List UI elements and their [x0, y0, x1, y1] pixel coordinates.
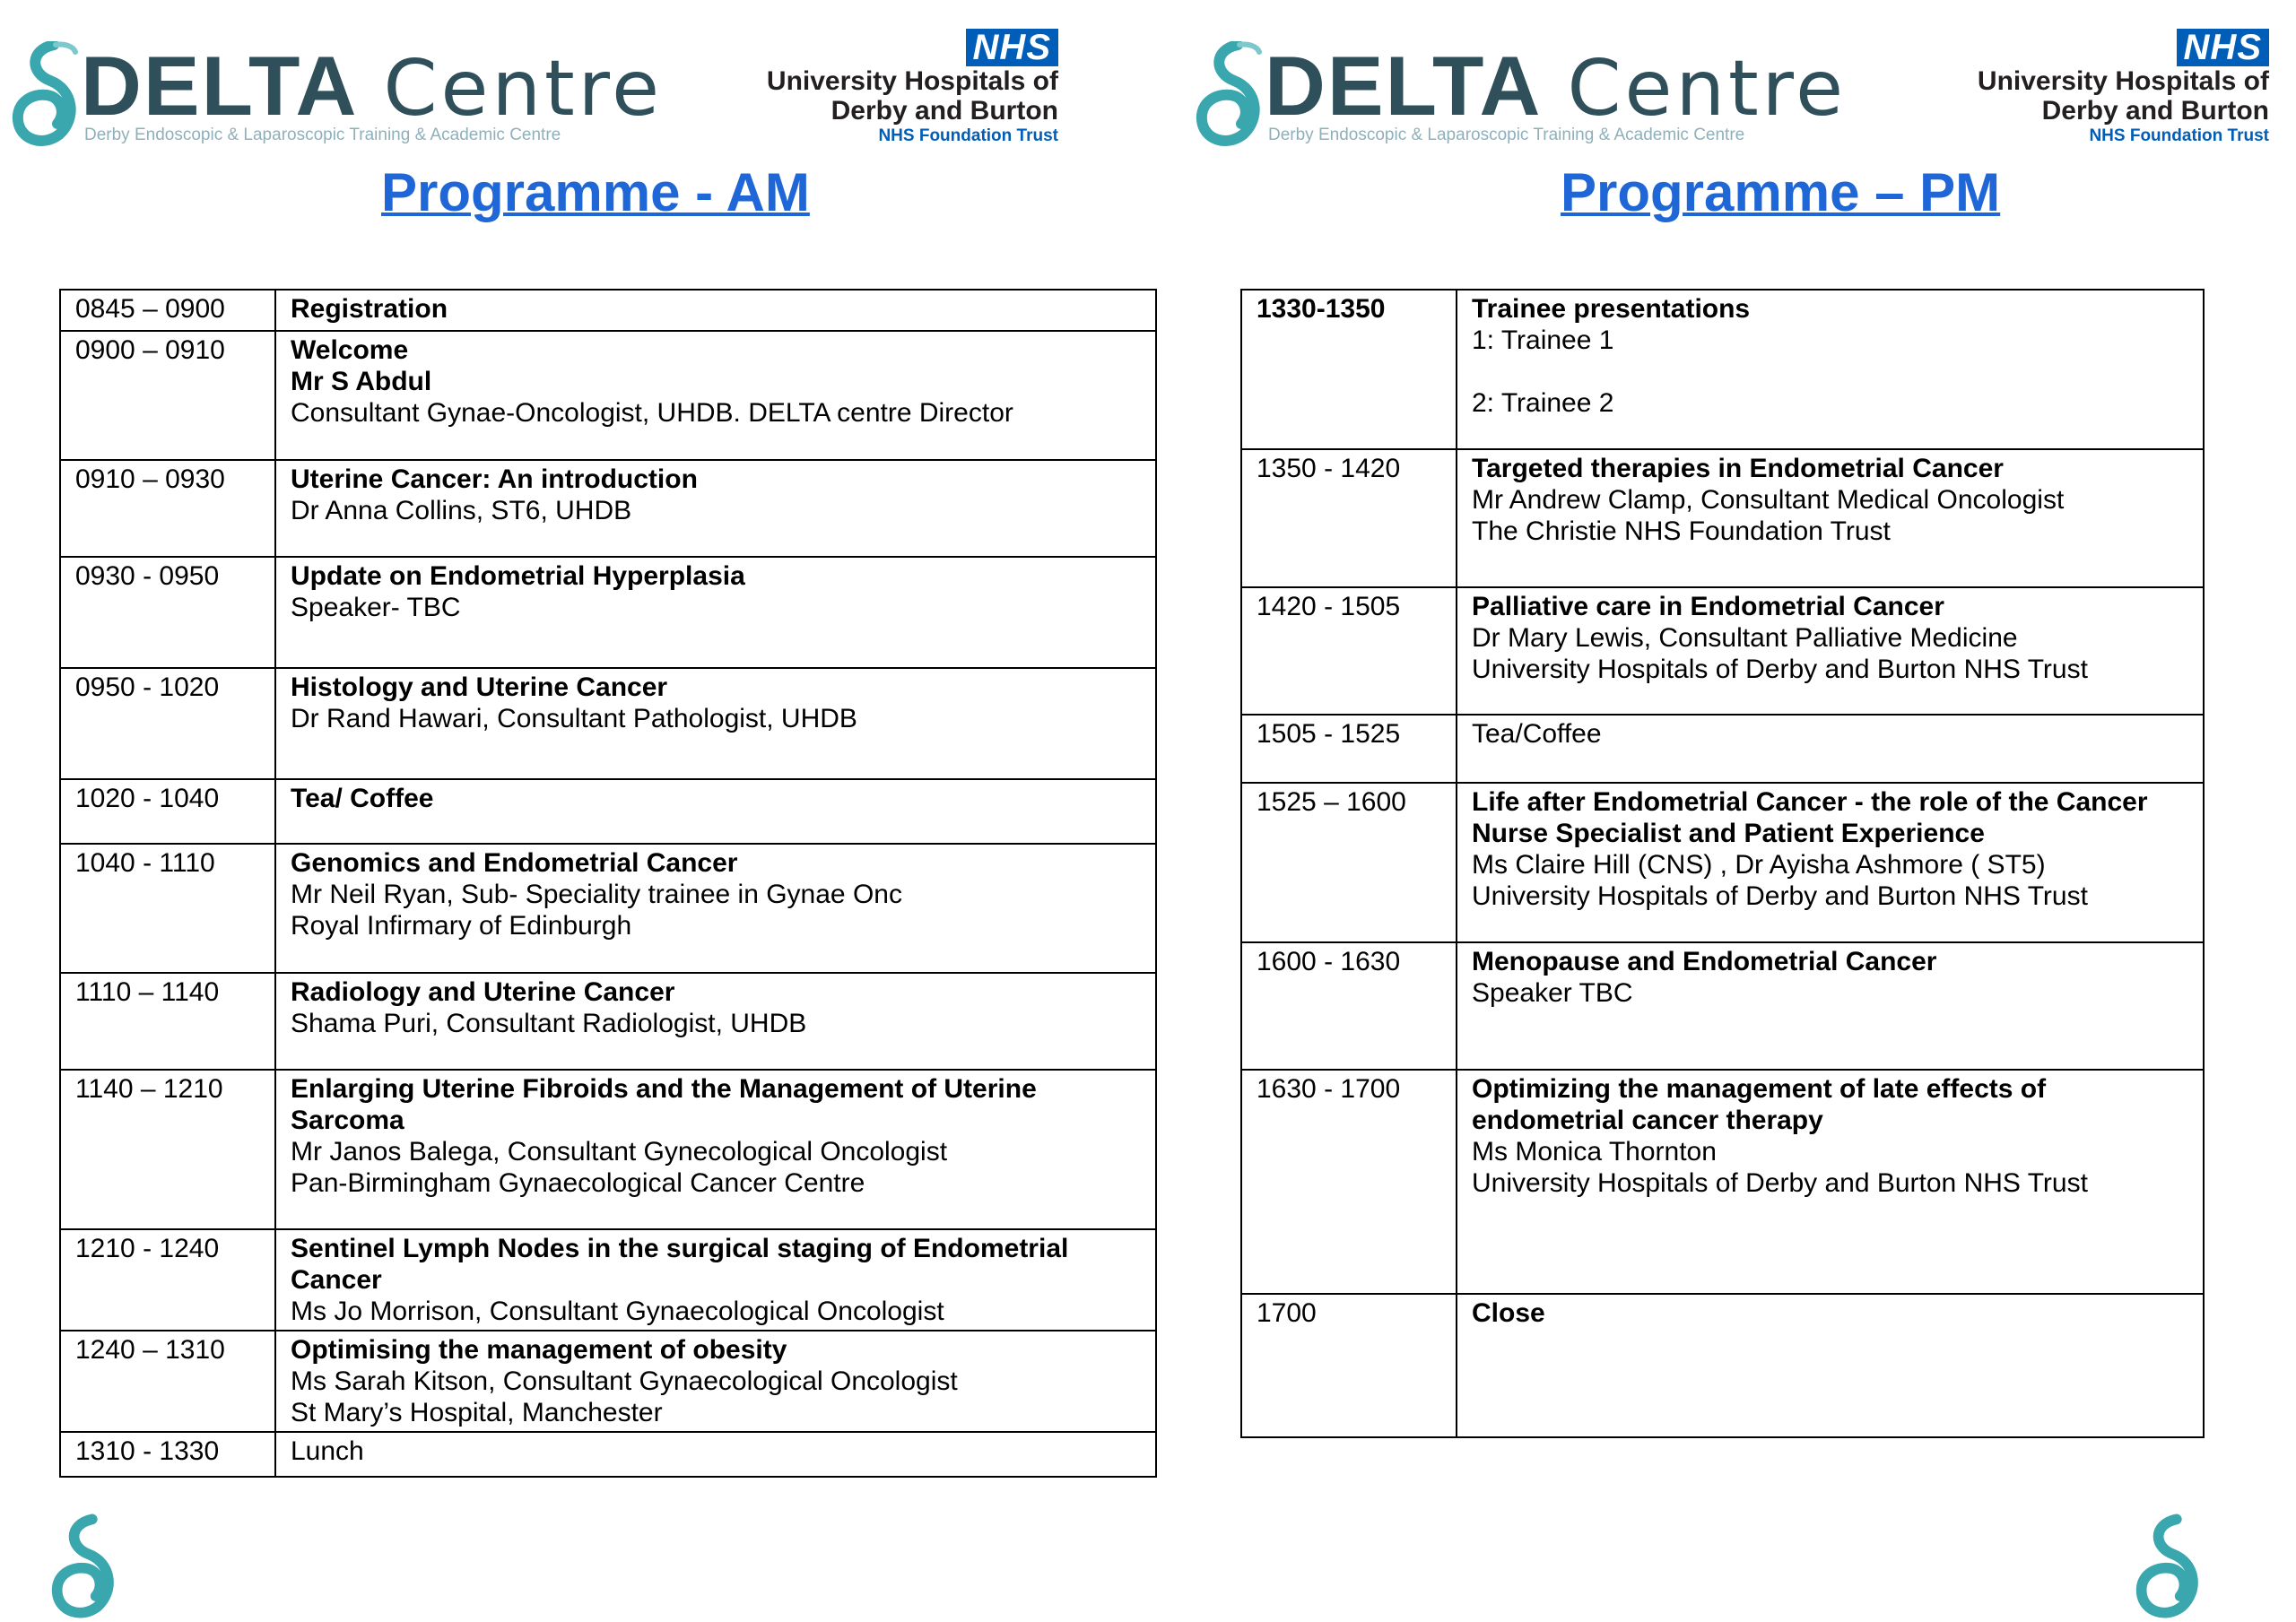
session-title: Close [1472, 1298, 1545, 1328]
session-time: 1505 - 1525 [1241, 715, 1457, 783]
session-time: 1210 - 1240 [60, 1229, 275, 1331]
session-speaker-line: University Hospitals of Derby and Burton NHS Trust [1472, 1168, 2088, 1198]
delta-swirl-icon [50, 1514, 120, 1621]
session-details [275, 331, 1156, 460]
table-row [60, 290, 1156, 331]
table-row [1241, 715, 2204, 783]
session-details [1457, 1294, 2204, 1437]
session-speaker-line: Dr Rand Hawari, Consultant Pathologist, UHDB [291, 704, 857, 733]
table-row [60, 557, 1156, 668]
session-speaker-line: Ms Jo Morrison, Consultant Gynaecological Oncologist [291, 1297, 944, 1326]
session-speaker-line: Lunch [291, 1436, 364, 1466]
delta-subtitle: Derby Endoscopic & Laparoscopic Training & Academic Centre [84, 126, 561, 144]
session-speaker-line: Ms Claire Hill (CNS) , Dr Ayisha Ashmore ( ST5) [1472, 850, 2046, 880]
session-speaker-line: 2: Trainee 2 [1472, 388, 1614, 418]
table-row [1241, 783, 2204, 942]
delta-centre-logo [1195, 36, 1848, 152]
session-speaker-line: The Christie NHS Foundation Trust [1472, 516, 1891, 546]
session-speaker-line: Ms Monica Thornton [1472, 1137, 1717, 1167]
session-time: 1525 – 1600 [1241, 783, 1457, 942]
session-title: Enlarging Uterine Fibroids and the Management of Uterine Sarcoma [291, 1074, 1037, 1135]
nhs-logo [1964, 29, 2269, 147]
session-details [1457, 449, 2204, 587]
delta-centre-logo [11, 36, 664, 152]
session-details [1457, 783, 2204, 942]
pm-page [1184, 0, 2296, 1622]
session-title: Registration [291, 294, 448, 324]
pm-programme-table [1240, 289, 2205, 1438]
table-row [1241, 1070, 2204, 1294]
session-time: 1140 – 1210 [60, 1070, 275, 1229]
session-time: 0845 – 0900 [60, 290, 275, 331]
session-title: Histology and Uterine Cancer [291, 672, 668, 702]
table-row [60, 844, 1156, 973]
session-time: 1700 [1241, 1294, 1457, 1437]
delta-subtitle: Derby Endoscopic & Laparoscopic Training & Academic Centre [1268, 126, 1745, 144]
session-title: Life after Endometrial Cancer - the role of the Cancer Nurse Specialist and Patient Experience [1472, 787, 2148, 848]
session-time: 0910 – 0930 [60, 460, 275, 557]
session-speaker-line: Mr Neil Ryan, Sub- Speciality trainee in Gynae Onc [291, 880, 902, 909]
session-time: 1310 - 1330 [60, 1432, 275, 1477]
nhs-trust-name-line1: University Hospitals of [1977, 66, 2269, 96]
am-programme-table [59, 289, 1157, 1478]
session-speaker-line: Mr S Abdul [291, 367, 432, 396]
session-time: 0930 - 0950 [60, 557, 275, 668]
table-row [60, 1331, 1156, 1432]
session-title: Uterine Cancer: An introduction [291, 464, 698, 494]
table-row [60, 1432, 1156, 1477]
nhs-trust-name-line2: Derby and Burton [2041, 96, 2269, 126]
session-title: Tea/ Coffee [291, 784, 434, 813]
session-details [275, 973, 1156, 1070]
session-details [275, 668, 1156, 779]
nhs-trust-name-line1: University Hospitals of [766, 66, 1058, 96]
session-time: 1110 – 1140 [60, 973, 275, 1070]
session-speaker-line: Dr Anna Collins, ST6, UHDB [291, 496, 632, 525]
nhs-badge: NHS [2177, 29, 2269, 66]
session-details [275, 844, 1156, 973]
session-details [1457, 290, 2204, 449]
session-details [275, 779, 1156, 844]
session-title: Optimizing the management of late effects of endometrial cancer therapy [1472, 1074, 2047, 1135]
table-row [1241, 942, 2204, 1070]
nhs-foundation-trust: NHS Foundation Trust [878, 126, 1058, 145]
table-row [60, 1070, 1156, 1229]
session-title: Update on Endometrial Hyperplasia [291, 561, 745, 591]
session-details [1457, 715, 2204, 783]
session-speaker-line: Ms Sarah Kitson, Consultant Gynaecological Oncologist [291, 1366, 958, 1396]
session-speaker-line: Mr Andrew Clamp, Consultant Medical Oncologist [1472, 485, 2065, 515]
session-time: 1330-1350 [1241, 290, 1457, 449]
session-speaker-line: University Hospitals of Derby and Burton NHS Trust [1472, 655, 2088, 684]
nhs-foundation-trust: NHS Foundation Trust [2089, 126, 2269, 145]
session-details [275, 1070, 1156, 1229]
table-row [1241, 587, 2204, 715]
table-row [60, 1229, 1156, 1331]
session-speaker-line: St Mary’s Hospital, Manchester [291, 1398, 663, 1427]
session-details [275, 1432, 1156, 1477]
session-title: Radiology and Uterine Cancer [291, 977, 675, 1007]
session-speaker-line: Speaker- TBC [291, 593, 461, 622]
nhs-badge: NHS [966, 29, 1058, 66]
session-details [275, 460, 1156, 557]
nhs-trust-name-line2: Derby and Burton [831, 96, 1058, 126]
nhs-logo [753, 29, 1058, 147]
session-speaker-line: Tea/Coffee [1472, 719, 1602, 749]
table-row [60, 460, 1156, 557]
table-row [1241, 449, 2204, 587]
session-speaker-line: Shama Puri, Consultant Radiologist, UHDB [291, 1009, 807, 1038]
session-speaker-line: 1: Trainee 1 [1472, 325, 1614, 355]
delta-swirl-icon [1195, 41, 1266, 147]
session-title: Targeted therapies in Endometrial Cancer [1472, 454, 2004, 483]
session-time: 1040 - 1110 [60, 844, 275, 973]
session-speaker-line: Royal Infirmary of Edinburgh [291, 911, 632, 941]
table-row [60, 668, 1156, 779]
delta-swirl-icon [2135, 1514, 2205, 1621]
session-details [275, 1331, 1156, 1432]
session-details [275, 557, 1156, 668]
table-row [60, 973, 1156, 1070]
session-time: 1600 - 1630 [1241, 942, 1457, 1070]
table-row [1241, 290, 2204, 449]
session-time: 1020 - 1040 [60, 779, 275, 844]
session-details [1457, 1070, 2204, 1294]
session-details [1457, 942, 2204, 1070]
session-speaker-line [1472, 356, 2188, 387]
table-row [60, 779, 1156, 844]
session-details [1457, 587, 2204, 715]
session-speaker-line: Pan-Birmingham Gynaecological Cancer Centre [291, 1168, 865, 1198]
session-time: 1420 - 1505 [1241, 587, 1457, 715]
session-time: 1630 - 1700 [1241, 1070, 1457, 1294]
delta-wordmark: DELTA Centre [1265, 39, 1848, 134]
programme-pm-title: Programme – PM [1561, 162, 2001, 222]
session-speaker-line: Mr Janos Balega, Consultant Gynecological Oncologist [291, 1137, 948, 1167]
session-speaker-line: University Hospitals of Derby and Burton NHS Trust [1472, 881, 2088, 911]
session-details [275, 290, 1156, 331]
session-title: Menopause and Endometrial Cancer [1472, 947, 1937, 976]
session-title: Sentinel Lymph Nodes in the surgical staging of Endometrial Cancer [291, 1234, 1069, 1295]
session-speaker-line: Dr Mary Lewis, Consultant Palliative Medicine [1472, 623, 2018, 653]
table-row [1241, 1294, 2204, 1437]
session-title: Trainee presentations [1472, 294, 1751, 324]
session-speaker-line: Consultant Gynae-Oncologist, UHDB. DELTA centre Director [291, 398, 1013, 428]
session-time: 1240 – 1310 [60, 1331, 275, 1432]
table-row [60, 331, 1156, 460]
session-details [275, 1229, 1156, 1331]
programme-am-title: Programme - AM [381, 162, 810, 222]
session-speaker-line: Speaker TBC [1472, 978, 1633, 1008]
delta-swirl-icon [11, 41, 83, 147]
session-time: 1350 - 1420 [1241, 449, 1457, 587]
delta-wordmark: DELTA Centre [81, 39, 664, 134]
session-time: 0900 – 0910 [60, 331, 275, 460]
session-title: Optimising the management of obesity [291, 1335, 787, 1365]
session-time: 0950 - 1020 [60, 668, 275, 779]
session-title: Genomics and Endometrial Cancer [291, 848, 738, 878]
session-title: Welcome [291, 335, 409, 365]
session-title: Palliative care in Endometrial Cancer [1472, 592, 1944, 621]
